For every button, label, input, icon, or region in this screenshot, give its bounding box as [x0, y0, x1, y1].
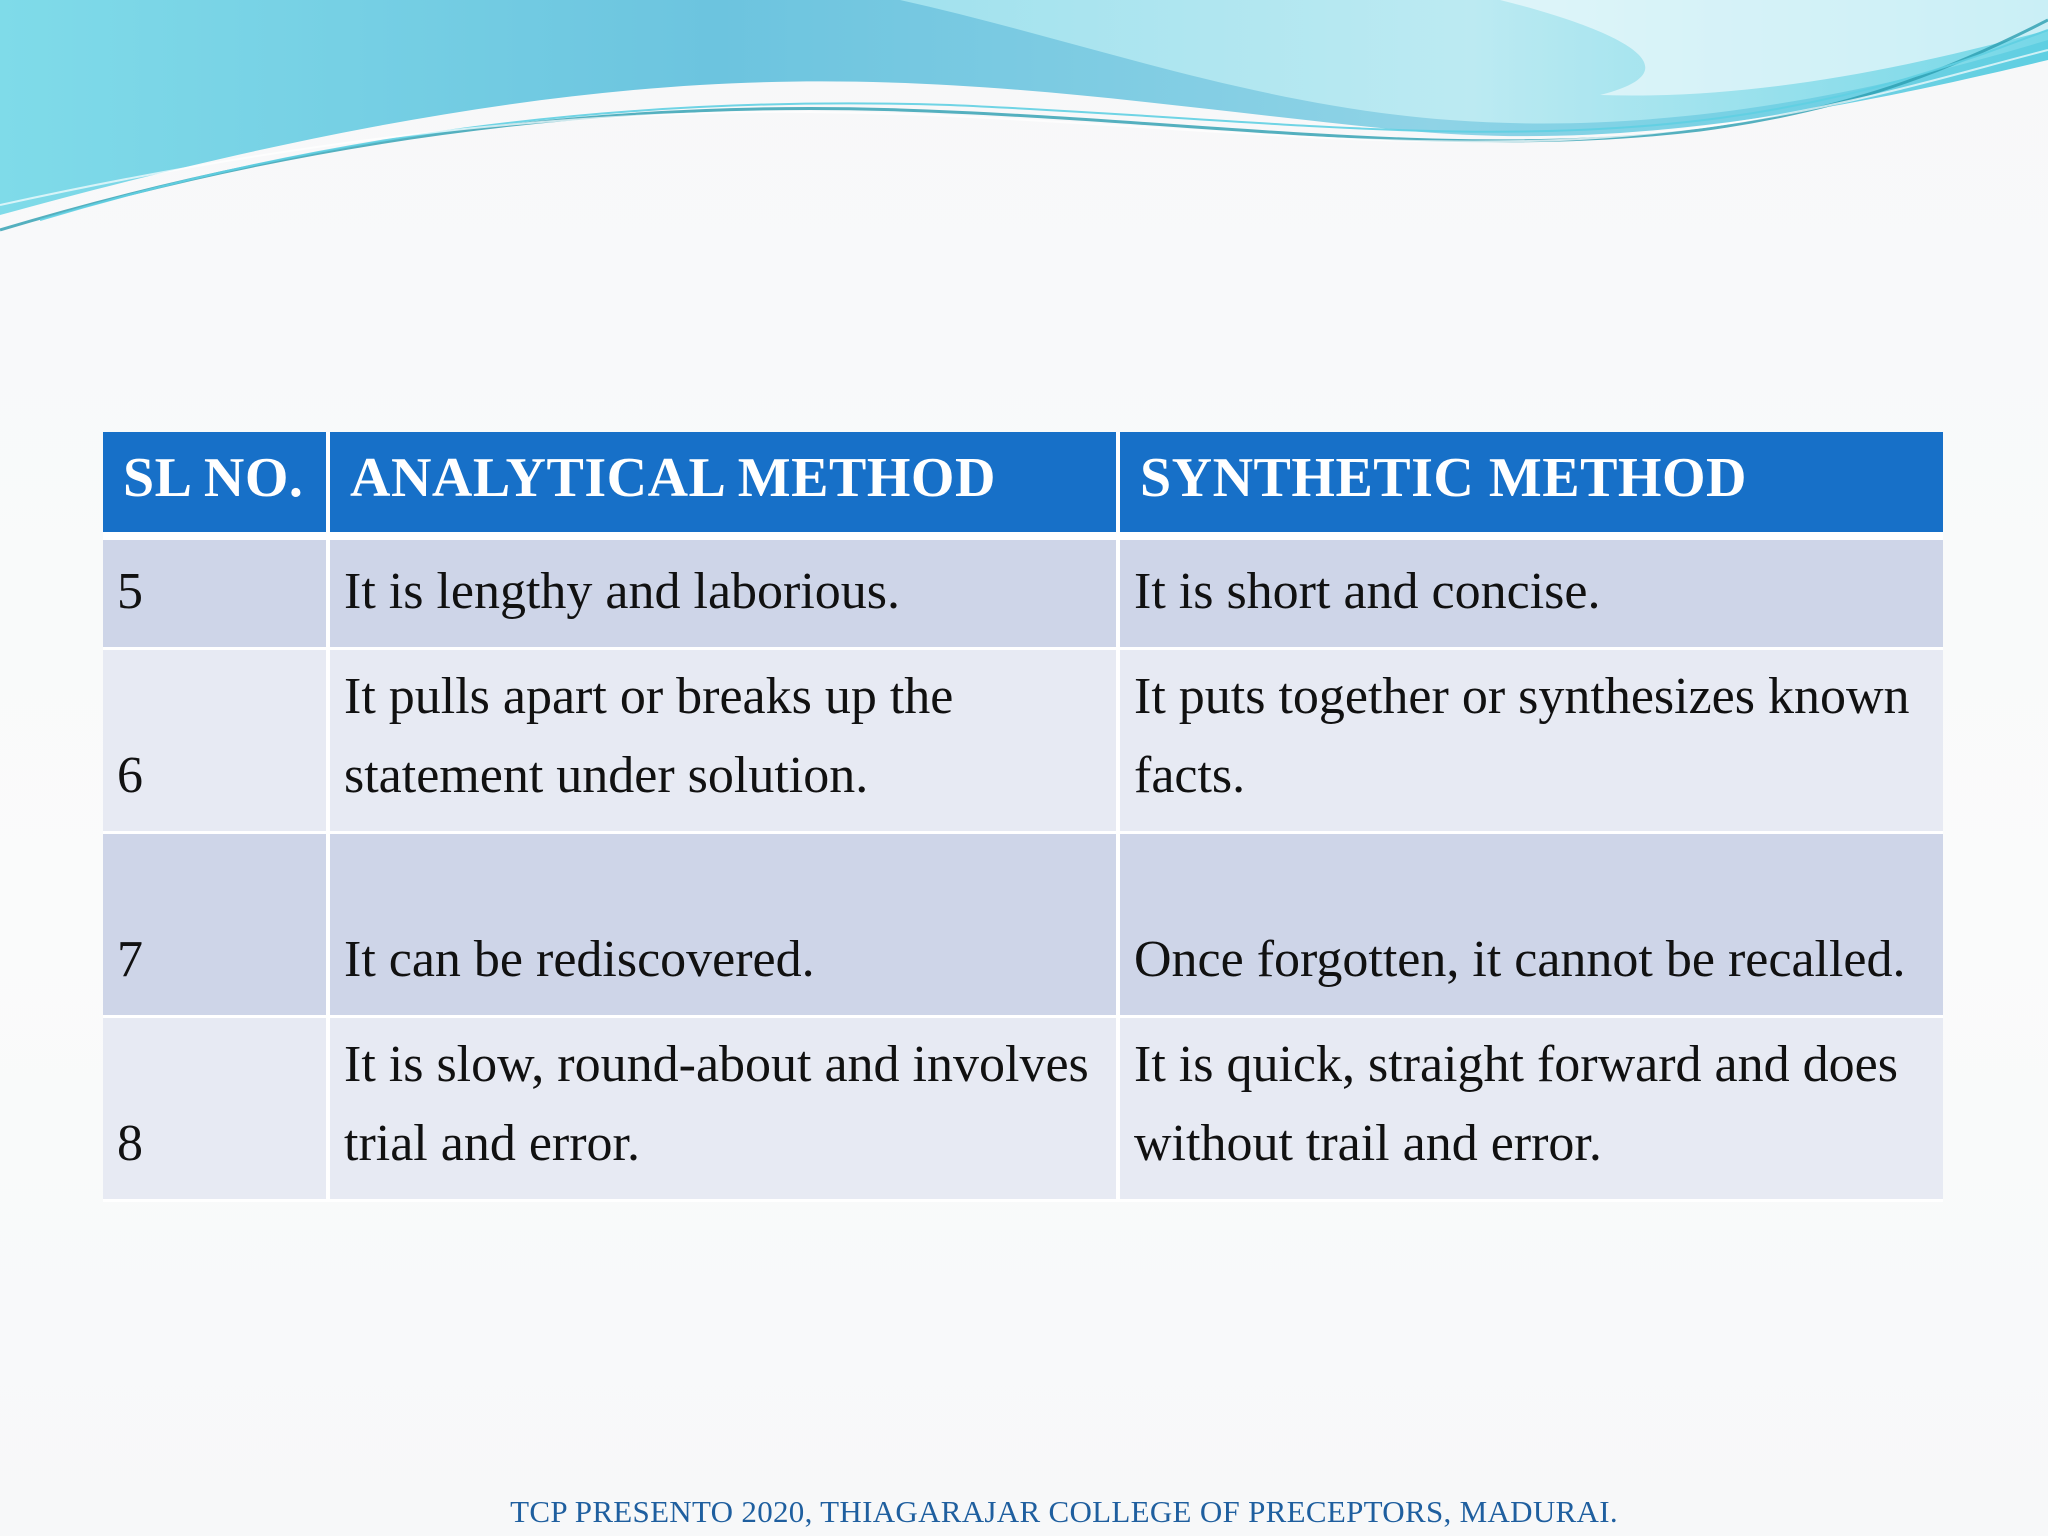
table-row — [103, 540, 1943, 650]
footer-text: TCP PRESENTO 2020, THIAGARAJAR COLLEGE OF PRECEPTORS, MADURAI. — [510, 1494, 1618, 1529]
cell-sl-no: 6 — [103, 650, 330, 834]
table-row — [103, 650, 1943, 834]
table-header-row — [103, 432, 1943, 540]
comparison-table — [103, 432, 1943, 1202]
cell-synthetic: It is short and concise. — [1120, 540, 1943, 650]
header-sl-no: SL NO. — [103, 432, 330, 540]
header-analytical-method: ANALYTICAL METHOD — [330, 432, 1120, 540]
cell-synthetic: Once forgotten, it cannot be recalled. — [1120, 834, 1943, 1018]
cell-synthetic: It puts together or synthesizes known facts. — [1120, 650, 1943, 834]
cell-sl-no: 7 — [103, 834, 330, 1018]
cell-synthetic: It is quick, straight forward and does without trail and error. — [1120, 1018, 1943, 1202]
table-row — [103, 1018, 1943, 1202]
footer — [0, 1494, 2048, 1530]
cell-analytical: It is lengthy and laborious. — [330, 540, 1120, 650]
cell-analytical: It pulls apart or breaks up the statement under solution. — [330, 650, 1120, 834]
cell-sl-no: 8 — [103, 1018, 330, 1202]
decorative-wave-banner — [0, 0, 2048, 240]
table-row — [103, 834, 1943, 1018]
cell-sl-no: 5 — [103, 540, 330, 650]
cell-analytical: It is slow, round-about and involves trial and error. — [330, 1018, 1120, 1202]
cell-analytical: It can be rediscovered. — [330, 834, 1120, 1018]
header-synthetic-method: SYNTHETIC METHOD — [1120, 432, 1943, 540]
